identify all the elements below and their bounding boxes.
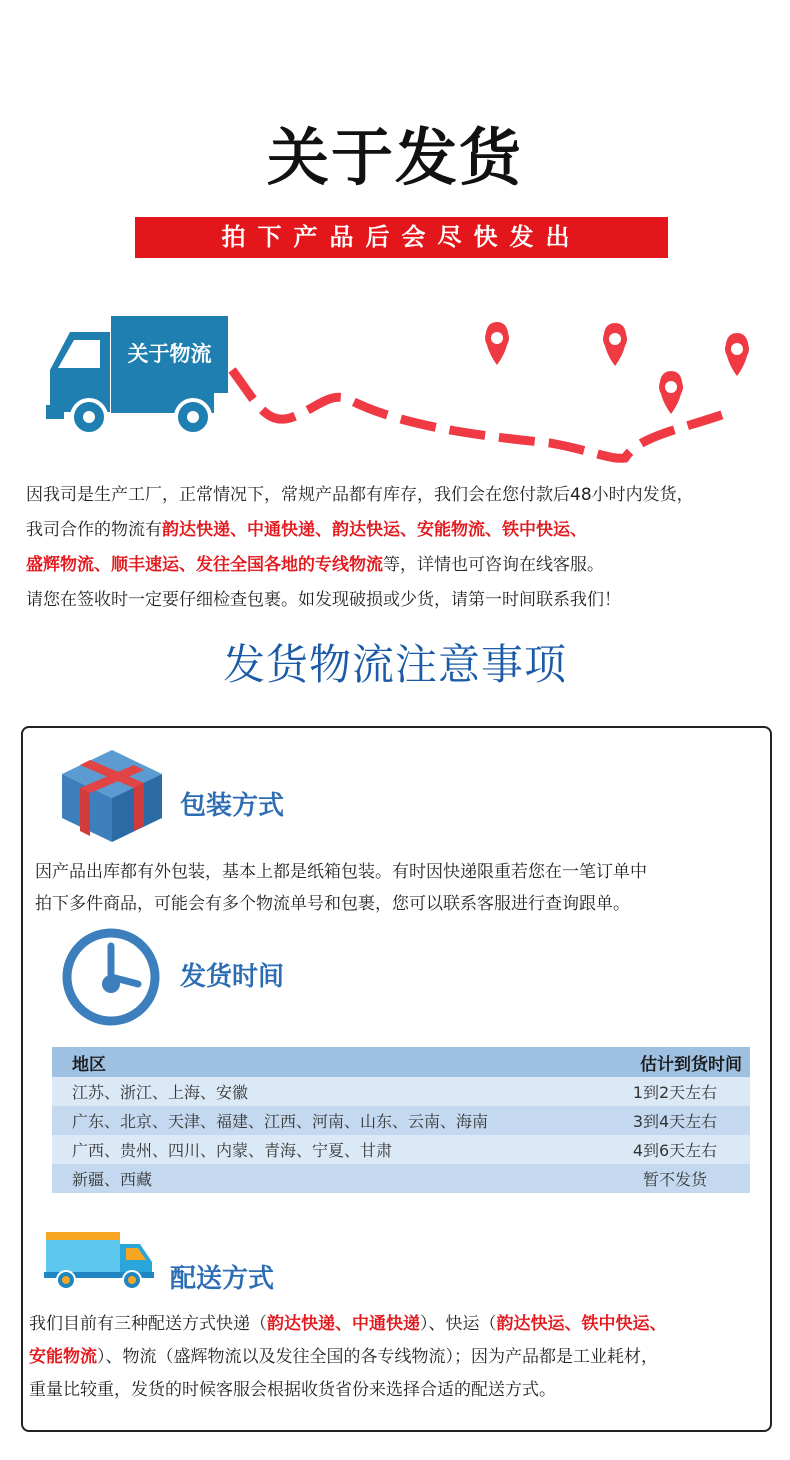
table-cell-region: 新疆、西藏 [72,1170,153,1189]
delivery-l2-b: ）、物流（盛辉物流以及发往全国的各专线物流）；因为产品都是工业耗材， [97,1347,658,1367]
location-pin-icon [485,322,509,365]
notice-title: 发货物流注意事项 [222,640,567,689]
intro-carriers-a: 韵达快递、中通快递、韵达快运、安能物流、铁中快运、 [162,520,587,540]
delivery-line-2 [29,1341,774,1374]
intro-line-1: 因我司是生产工厂，正常情况下，常规产品都有库存，我们会在您付款后48小时内发货， [26,485,694,505]
table-row [52,1164,750,1193]
table-row [52,1077,750,1106]
package-box-icon [58,746,166,846]
table-header-region: 地区 [72,1054,106,1075]
route-line [232,370,730,458]
table-header-eta: 估计到货时间 [640,1054,742,1075]
packaging-line-2: 拍下多件商品，可能会有多个物流单号和包裹，您可以联系客服进行查询跟单。 [35,894,630,914]
intro-line-4: 请您在签收时一定要仔细检查包裹。如发现破损或少货，请第一时间联系我们！ [26,590,621,610]
location-pin-icon [659,371,683,414]
shipping-time-heading: 发货时间 [180,962,285,992]
table-cell-eta: 3到4天左右 [632,1112,718,1131]
packaging-heading: 包装方式 [180,791,285,821]
intro-line-2 [26,513,776,548]
intro-carriers-b: 盛辉物流、顺丰速运、发往全国各地的专线物流 [26,555,383,575]
table-header-row [52,1047,750,1077]
clock-icon [60,926,162,1028]
intro-line-2-prefix: 我司合作的物流有 [26,520,162,540]
delivery-express-carriers: 韵达快递、中通快递 [267,1314,420,1334]
delivery-line-3: 重量比较重，发货的时候客服会根据收货省份来选择合适的配送方式。 [29,1380,556,1400]
intro-line-3 [26,548,776,583]
shipping-banner: 拍下产品后会尽快发出 [135,217,668,258]
delivery-anneng: 安能物流 [29,1347,97,1367]
truck-label: 关于物流 [127,342,212,366]
intro-line-3-suffix: 等，详情也可咨询在线客服。 [383,555,604,575]
location-pin-icon [725,333,749,376]
truck-icon [46,316,228,434]
table-row [52,1106,750,1135]
delivery-freight-carriers: 韵达快运、铁中快运、 [496,1314,667,1334]
table-cell-region: 广东、北京、天津、福建、江西、河南、山东、云南、海南 [72,1112,489,1131]
location-pin-icon [603,323,627,366]
table-cell-eta: 1到2天左右 [632,1083,718,1102]
delivery-truck-icon [44,1228,154,1292]
truck-route-illustration [0,300,790,480]
table-cell-eta: 暂不发货 [642,1170,707,1189]
page-title: 关于发货 [266,121,523,194]
delivery-l1-a: 我们目前有三种配送方式快递（ [29,1314,267,1334]
table-cell-eta: 4到6天左右 [632,1141,718,1160]
packaging-line-1: 因产品出库都有外包装，基本上都是纸箱包装。有时因快递限重若您在一笔订单中 [35,862,647,882]
delivery-line-1 [29,1308,774,1341]
table-row [52,1135,750,1164]
delivery-l1-b: ）、快运（ [420,1314,497,1334]
delivery-heading: 配送方式 [170,1264,275,1294]
delivery-time-table [52,1047,750,1193]
table-cell-region: 江苏、浙江、上海、安徽 [72,1083,249,1102]
table-cell-region: 广西、贵州、四川、内蒙、青海、宁夏、甘肃 [72,1141,393,1160]
